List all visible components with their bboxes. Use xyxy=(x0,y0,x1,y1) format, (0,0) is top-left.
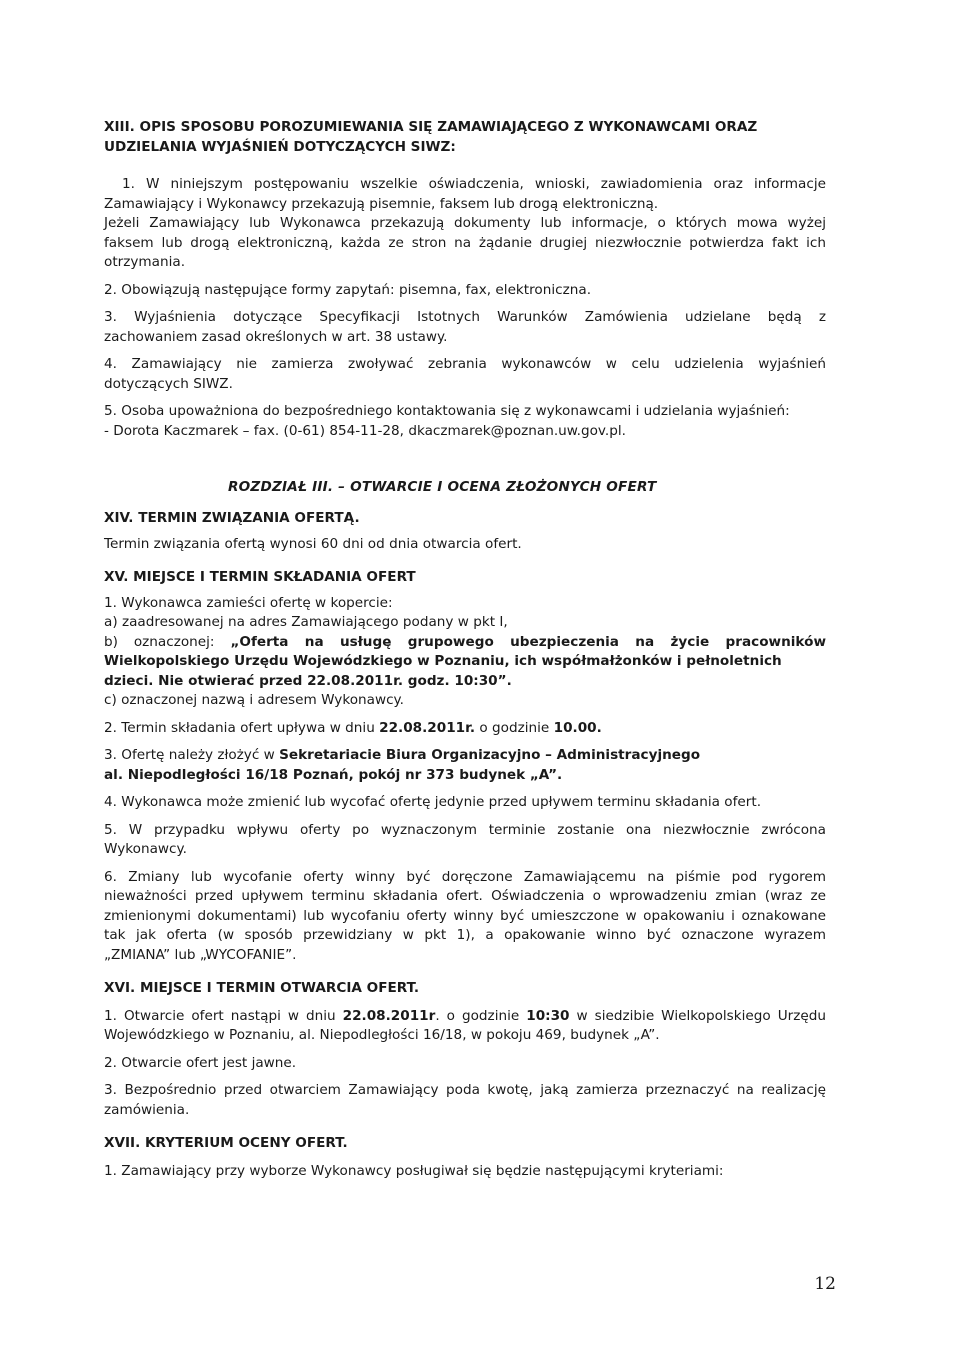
text-line: Jeżeli Zamawiający lub Wykonawca przekazują dokumenty lub informacje, o których mowa wyżej xyxy=(104,215,826,231)
paragraph-3 xyxy=(104,746,826,785)
bold-line: al. Niepodległości 16/18 Poznań, pokój nr 373 budynek „A”. xyxy=(104,766,563,783)
text-line: 1. W niniejszym postępowaniu wszelkie oświadczenia, wnioski, zawiadomienia oraz informacje xyxy=(122,176,826,192)
text-run: 1. Otwarcie ofert nastąpi w dniu xyxy=(104,1007,343,1024)
text-run: b) oznaczonej: xyxy=(104,633,231,650)
bold-run: 10:30 xyxy=(526,1007,570,1024)
bold-run: 22.08.2011r. xyxy=(379,719,476,736)
bold-run: Sekretariacie Biura Organizacyjno – Administracyjnego xyxy=(279,747,701,763)
paragraph-3 xyxy=(104,1081,826,1120)
item-b xyxy=(104,633,826,653)
text-run: . o godzinie xyxy=(435,1007,527,1024)
item-c: c) oznaczonej nazwą i adresem Wykonawcy. xyxy=(104,692,404,708)
paragraph-6 xyxy=(104,868,826,966)
text-line: - Dorota Kaczmarek – fax. (0-61) 854-11-28, dkaczmarek@poznan.uw.gov.pl. xyxy=(104,422,626,439)
page-number: 12 xyxy=(814,1274,836,1294)
section-xvi xyxy=(104,979,826,1120)
paragraph-1: Termin związania ofertą wynosi 60 dni od dnia otwarcia ofert. xyxy=(104,535,522,552)
text-run: 2. Termin składania ofert upływa w dniu xyxy=(104,719,380,736)
text-line: 5. Osoba upoważniona do bezpośredniego kontaktowania się z wykonawcami i udzielania wyjaśnień: xyxy=(104,403,790,419)
section-xvii xyxy=(104,1134,826,1181)
paragraph-1 xyxy=(104,1007,826,1046)
paragraph-4 xyxy=(104,355,826,394)
item-b-cont: Wielkopolskiego Urzędu Wojewódzkiego w Poznaniu, ich współmałżonków i pełnoletnich xyxy=(104,653,782,669)
section-heading: XIII. OPIS SPOSOBU POROZUMIEWANIA SIĘ ZAMAWIAJĄCEGO Z WYKONAWCAMI ORAZ xyxy=(104,119,758,135)
text-line: Wojewódzkiego w Poznaniu, al. Niepodległości 16/18, w pokoju 469, budynek „A”. xyxy=(104,1027,660,1043)
text-line: „ZMIANA” lub „WYCOFANIE”. xyxy=(104,946,297,963)
text-line: zamówienia. xyxy=(104,1101,190,1118)
text-line: zmienionymi dokumentami) lub wycofaniu oferty winny być umieszczone w opakowaniu i oznakowane xyxy=(104,907,826,924)
bold-run: 22.08.2011r xyxy=(342,1007,436,1024)
text-line: 3. Bezpośrednio przed otwarciem Zamawiający poda kwotę, jaką zamierza przeznaczyć na realizację xyxy=(104,1082,826,1098)
section-heading: XV. MIEJSCE I TERMIN SKŁADANIA OFERT xyxy=(104,569,416,585)
chapter-heading: ROZDZIAŁ III. – OTWARCIE I OCENA ZŁOŻONYCH OFERT xyxy=(228,479,657,495)
bold-run: „Oferta na usługę grupowego ubezpieczenia na życie pracowników xyxy=(230,633,827,650)
text-line: faksem lub drogą elektroniczną, każda ze stron na żądanie drugiej niezwłocznie potwierdza fakt ich xyxy=(104,234,826,251)
text-line: 6. Zmiany lub wycofanie oferty winny być doręczone Zamawiającemu na piśmie pod rygorem xyxy=(104,868,826,885)
text-line: zachowaniem zasad określonych w art. 38 ustawy. xyxy=(104,328,448,345)
paragraph-4: 4. Wykonawca może zmienić lub wycofać ofertę jedynie przed upływem terminu składania ofert. xyxy=(104,794,762,810)
paragraph-1: 1. Wykonawca zamieści ofertę w kopercie: xyxy=(104,594,393,611)
text-run: 3. Ofertę należy złożyć w xyxy=(104,747,280,763)
text-line: 3. Wyjaśnienia dotyczące Specyfikacji Istotnych Warunków Zamówienia udzielane będą z xyxy=(104,309,826,325)
section-heading: XVI. MIEJSCE I TERMIN OTWARCIA OFERT. xyxy=(104,980,420,996)
paragraph-1: 1. Zamawiający przy wyborze Wykonawcy posługiwał się będzie następującymi kryteriami: xyxy=(104,1162,724,1179)
item-a: a) zaadresowanej na adres Zamawiającego podany w pkt I, xyxy=(104,614,508,630)
text-line: Wykonawcy. xyxy=(104,841,187,857)
paragraph-3 xyxy=(104,308,826,347)
text-line: tak jak oferta (w sposób przewidziany w pkt 1), a opakowanie winno być oznaczone wyrazem xyxy=(104,927,826,943)
paragraph-5 xyxy=(104,402,826,441)
paragraph-2 xyxy=(104,719,826,739)
item-b-cont: dzieci. Nie otwierać przed 22.08.2011r. godz. 10:30”. xyxy=(104,672,512,689)
document-page xyxy=(104,118,826,1181)
bold-run: 10.00. xyxy=(553,719,602,736)
text-run: o godzinie xyxy=(475,719,554,736)
text-line: otrzymania. xyxy=(104,254,186,270)
section-heading: XVII. KRYTERIUM OCENY OFERT. xyxy=(104,1135,348,1151)
paragraph-2: 2. Obowiązują następujące formy zapytań: pisemna, fax, elektroniczna. xyxy=(104,281,592,298)
section-heading: XIV. TERMIN ZWIĄZANIA OFERTĄ. xyxy=(104,510,360,526)
text-line: dotyczących SIWZ. xyxy=(104,375,233,392)
text-line: 5. W przypadku wpływu oferty po wyznaczonym terminie zostanie ona niezwłocznie zwrócona xyxy=(104,821,826,838)
text-line: 4. Zamawiający nie zamierza zwoływać zebrania wykonawców w celu udzielenia wyjaśnień xyxy=(104,356,826,372)
section-xiv xyxy=(104,509,826,554)
text-line: nieważności przed upływem terminu składania ofert. Oświadczenia o wprowadzeniu zmian (wraz ze xyxy=(104,888,826,904)
paragraph-2: 2. Otwarcie ofert jest jawne. xyxy=(104,1054,297,1071)
paragraph-5 xyxy=(104,821,826,860)
section-xiii xyxy=(104,118,826,441)
paragraph-1 xyxy=(104,175,826,273)
text-line: Zamawiający i Wykonawcy przekazują pisemnie, faksem lub drogą elektroniczną. xyxy=(104,195,659,212)
section-heading-cont: UDZIELANIA WYJAŚNIEŃ DOTYCZĄCYCH SIWZ: xyxy=(104,138,456,155)
section-xv xyxy=(104,568,826,965)
text-run: w siedzibie Wielkopolskiego Urzędu xyxy=(569,1007,826,1024)
